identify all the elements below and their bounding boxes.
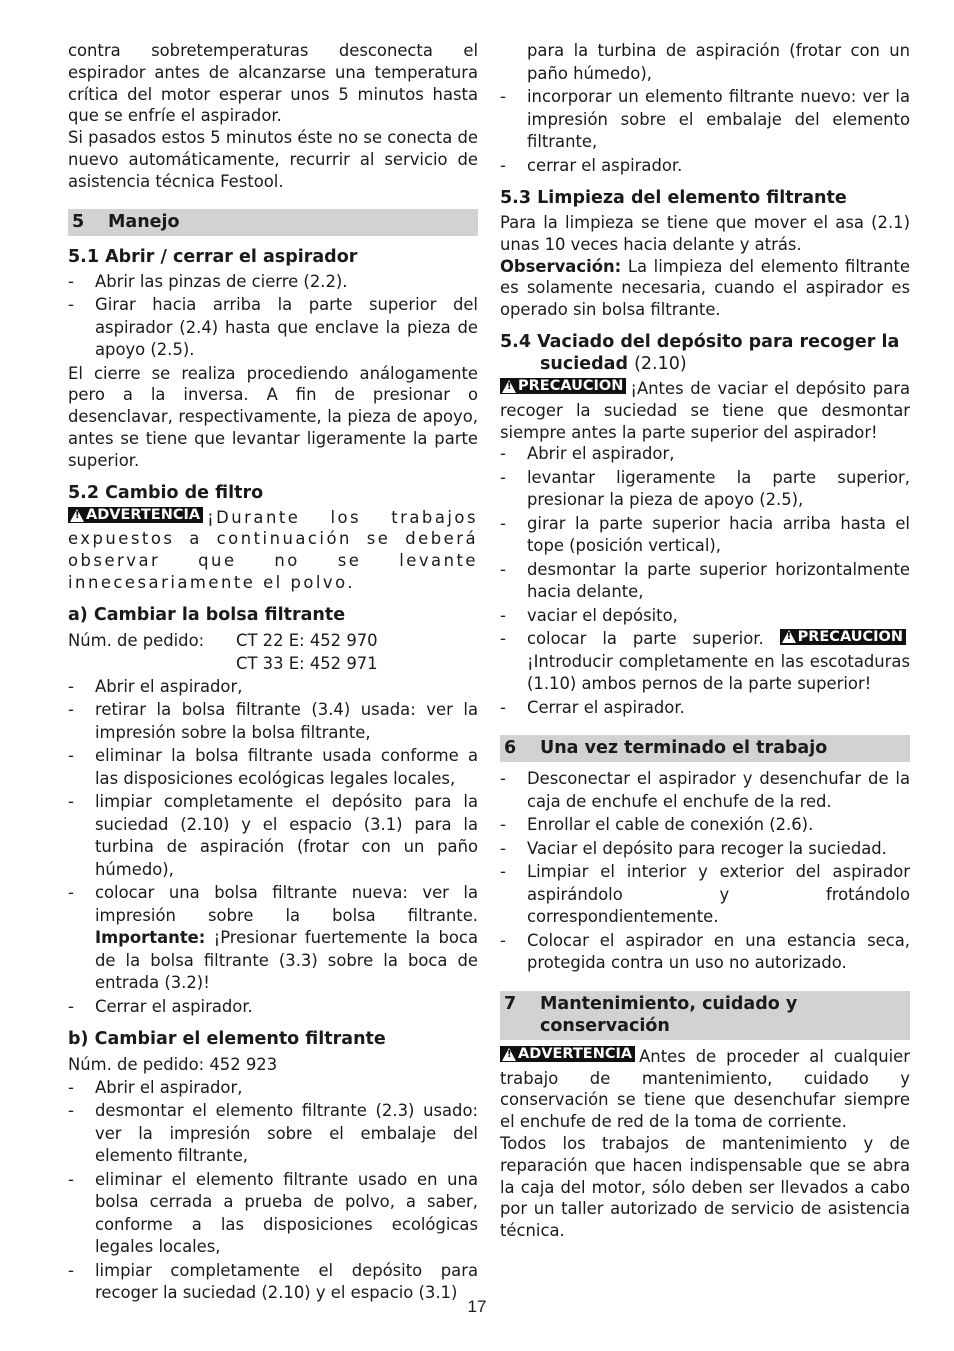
subsection-b-list (68, 1077, 478, 1305)
warning-triangle-icon (502, 1048, 516, 1061)
section-title: Manejo (108, 211, 180, 232)
intro-paragraph-2: Si pasados estos 5 minutos éste no se conecta de nuevo automáticamente, recurrir al servicio de asistencia técnica Festool. (68, 128, 478, 191)
list-item: - Desconectar el aspirador y desenchufar de la caja de enchufe el enchufe de la red. (500, 769, 910, 811)
section-5-3-paragraph: Para la limpieza se tiene que mover el asa (2.1) unas 10 veces hacia delante y atrás. (500, 213, 910, 254)
list-item: - Colocar el aspirador en una estancia seca, protegida contra un uso no autorizado. (500, 930, 910, 973)
list-item: - Abrir el aspirador, (68, 676, 243, 696)
order-number: Núm. de pedido: CT 22 E: 452 970 (68, 630, 378, 650)
subsection-a-list (68, 676, 478, 1019)
subsection-b-heading: b) Cambiar el elemento filtrante (68, 1029, 386, 1050)
continued-list (500, 40, 910, 177)
list-item: - eliminar la bolsa filtrante usada conforme a las disposiciones ecológicas legales locales, (68, 746, 478, 788)
section-5-heading (68, 209, 478, 236)
caution-label: ! PRECAUCION (500, 378, 626, 394)
list-item: - Enrollar el cable de conexión (2.6). (500, 815, 814, 835)
observation-paragraph: Observación: La limpieza del elemento filtrante es solamente necesaria, cuando el aspirador es operado sin bolsa filtrante. (500, 256, 910, 320)
warning-label: ! ADVERTENCIA (68, 507, 203, 523)
section-title: Mantenimiento, cuidado y conservación (540, 993, 798, 1036)
section-5-1-heading: 5.1 Abrir / cerrar el aspirador (68, 246, 358, 267)
section-5-4-list (500, 443, 910, 719)
caution-paragraph: ! PRECAUCION ¡Antes de vaciar el depósito para recoger la suciedad se tiene que desmontar siempre antes la parte superior del aspirador! (500, 378, 910, 443)
list-item-continued: para la turbina de aspiración (frotar con un paño húmedo), (527, 41, 910, 83)
order-number-2: CT 33 E: 452 971 (236, 654, 378, 674)
left-column (68, 40, 478, 1306)
section-5-1-list (68, 271, 478, 362)
page-number: 17 (467, 1297, 487, 1316)
list-item: - colocar la parte superior. ! PRECAUCION ¡Introducir completamente en las escotaduras (1.10) ambos pernos de la parte superior! (500, 628, 910, 696)
list-item: - girar la parte superior hacia arriba hasta el tope (posición vertical), (500, 513, 910, 556)
list-item: - retirar la bolsa filtrante (3.4) usada: ver la impresión sobre la bolsa filtrante, (68, 700, 478, 742)
list-item: - cerrar el aspirador. (500, 155, 683, 175)
list-item: - vaciar el depósito, (500, 605, 678, 625)
section-number: 5 (72, 211, 85, 232)
list-item: - Cerrar el aspirador. (500, 697, 685, 717)
section-6-list (500, 768, 910, 975)
warning-triangle-icon (70, 509, 84, 522)
list-item: - limpiar completamente el depósito para recoger la suciedad (2.10) y el espacio (3.1) (68, 1260, 478, 1303)
list-item: - Abrir el aspirador, (500, 444, 675, 464)
section-5-4-heading: 5.4 Vaciado del depósito para recoger la suciedad (2.10) (500, 331, 900, 374)
list-item: - incorporar un elemento filtrante nuevo: ver la impresión sobre el embalaje del elemento filtrante, (500, 87, 910, 151)
list-item: - desmontar la parte superior horizontalmente hacia delante, (500, 559, 910, 602)
section-7-heading (500, 991, 910, 1040)
section-title: Una vez terminado el trabajo (540, 738, 828, 759)
caution-label: ! PRECAUCION (780, 629, 906, 645)
list-item: - Abrir las pinzas de cierre (2.2). (68, 271, 348, 291)
intro-paragraph: contra sobretemperaturas desconecta el espirador antes de alcanzarse una temperatura crítica del motor esperar unos 5 minutos hasta que se enfríe el aspirador. (68, 41, 478, 126)
list-item: - Girar hacia arriba la parte superior del aspirador (2.4) hasta que enclave la pieza de apoyo (2.5). (68, 295, 478, 360)
warning-paragraph: ! ADVERTENCIA Antes de proceder al cualquier trabajo de mantenimiento, cuidado y conservación se tiene que desenchufar siempre el enchufe de red de la toma de corriente. (500, 1046, 910, 1133)
warning-triangle-icon (782, 630, 796, 643)
list-item: - Cerrar el aspirador. (68, 996, 253, 1016)
list-item: - limpiar completamente el depósito para la suciedad (2.10) y el espacio (3.1) para la turbina de aspiración (frotar con un paño húmedo), (68, 792, 478, 879)
list-item: - eliminar el elemento filtrante usado en una bolsa cerrada a prueba de polvo, a saber, conforme a las disposiciones ecológicas legales locales, (68, 1169, 478, 1257)
list-item: - Abrir el aspirador, (68, 1077, 243, 1097)
list-item: - colocar una bolsa filtrante nueva: ver la impresión sobre la bolsa filtrante. Importante: ¡Presionar fuertemente la boca de la bolsa filtrante (3.3) sobre la boca de entrada (3.2)! (68, 883, 478, 993)
section-5-3-heading: 5.3 Limpieza del elemento filtrante (500, 188, 847, 208)
section-5-2-heading: 5.2 Cambio de filtro (68, 482, 264, 503)
warning-triangle-icon (502, 380, 516, 393)
section-5-1-paragraph: El cierre se realiza procediendo análogamente pero a la inversa. A fin de presionar o desenclavar, respectivamente, la pieza de apoyo, antes se tiene que levantar ligeramente la parte superior. (68, 363, 478, 470)
section-6-heading (500, 735, 910, 762)
list-item: - desmontar el elemento filtrante (2.3) usado: ver la impresión sobre el embalaje del elemento filtrante, (68, 1101, 478, 1166)
subsection-a-heading: a) Cambiar la bolsa filtrante (68, 604, 346, 625)
right-column (500, 40, 910, 1242)
list-item: - Vaciar el depósito para recoger la suciedad. (500, 838, 887, 858)
list-item: - Limpiar el interior y exterior del aspirador aspirándolo y frotándolo correspondientemente. (500, 862, 910, 927)
warning-label: ! ADVERTENCIA (500, 1046, 635, 1062)
section-7-paragraph: Todos los trabajos de mantenimiento y de reparación que hacen indispensable que se abra la caja del motor, sólo deben ser llevados a cabo por un taller autorizado de servicio de asistencia técnica. (500, 1134, 910, 1241)
list-item: - levantar ligeramente la parte superior, presionar la pieza de apoyo (2.5), (500, 467, 910, 510)
section-number: 7 (504, 993, 517, 1014)
section-number: 6 (504, 738, 517, 759)
order-number: Núm. de pedido: 452 923 (68, 1055, 278, 1075)
warning-paragraph: ! ADVERTENCIA ¡Durante los trabajos expuestos a continuación se deberá observar que no se levante innecesariamente el polvo. (68, 507, 478, 594)
